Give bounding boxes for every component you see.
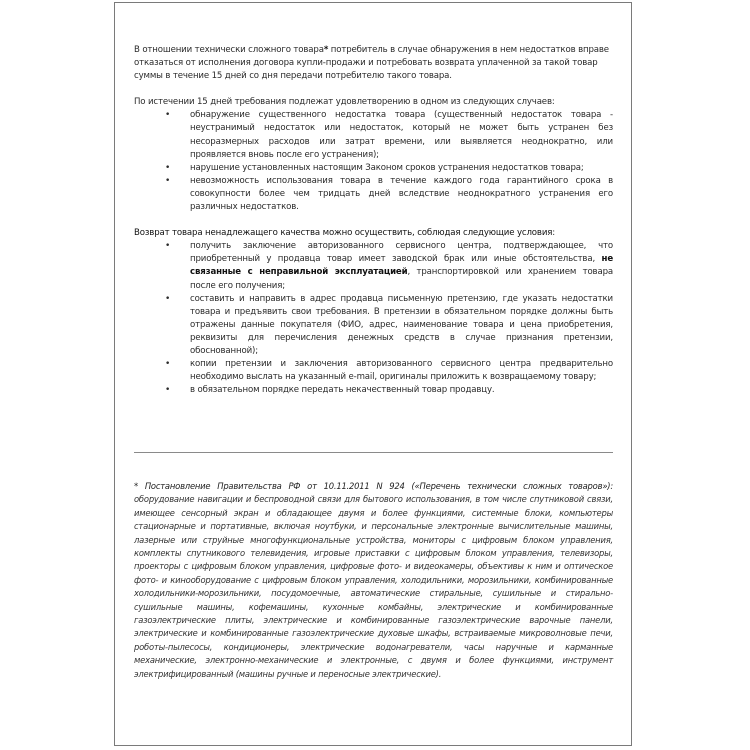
list-item	[134, 162, 613, 175]
list-item-emphasis: не связанные с неправильной эксплуатацией	[190, 254, 613, 278]
footnote	[134, 480, 613, 681]
list-item-text-end: , транспортировкой или хранением товара после его получения;	[190, 267, 614, 291]
bullet-icon: •	[165, 241, 171, 252]
bullet-icon: •	[165, 110, 171, 121]
section1-heading: По истечении 15 дней требования подлежат удовлетворению в одном из следующих случаев:	[134, 97, 555, 108]
section2-list	[134, 240, 613, 397]
list-item-text: копии претензии и заключения авторизованного сервисного центра предварительно необходимо выслать на указанный e-mail, оригиналы приложить к возвращаемому товару;	[190, 359, 613, 383]
intro-paragraph	[134, 44, 613, 83]
list-item	[134, 240, 613, 292]
footnote-marker: *	[134, 481, 145, 491]
list-item-text: обнаружение существенного недостатка товара (существенный недостаток товара - неустранимый недостаток или недостаток, который не может быть устранен без несоразмерных расходов или затрат времени, или выявляется неоднократно, или проявляется вновь после его устранения);	[190, 110, 613, 160]
list-item-text: получить заключение авторизованного сервисного центра, подтверждающее, что приобретенный у продавца товар имеет заводской брак или иные обстоятельства,	[190, 241, 613, 265]
footnote-heading: Постановление Правительства РФ от 10.11.2011 N 924 («Перечень технически сложных товаров»):	[144, 481, 613, 491]
bullet-icon: •	[165, 162, 171, 173]
bullet-icon: •	[165, 175, 171, 186]
footnote-body: оборудование навигации и беспроводной связи для бытового использования, в том числе спутниковой связи, имеющее сенсорный экран и обладающее двумя и более функциями, системные блоки, компьютеры стационарные и портативные, включая ноутбуки, и персональные электронные вычислительные машины, лазерные или струйные многофункциональные устройства, мониторы с цифровым блоком управления, комплекты спутникового телевидения, игровые приставки с цифровым блоком управления, телевизоры, проекторы с цифровым блоком управления, цифровые фото- и видеокамеры, объективы к ним и оптическое фото- и кинооборудование с цифровым блоком управления, холодильники, морозильники, комбинированные холодильники-морозильники, посудомоечные, автоматические стиральные, сушильные и стирально-сушильные машины, кофемашины, кухонные комбайны, электрические и комбинированные газоэлектрические плиты, электрические и комбинированные газоэлектрические варочные панели, электрические и комбинированные газоэлектрические духовые шкафы, встраиваемые микроволновые печи, роботы-пылесосы, кондиционеры, электрические водонагреватели, часы наручные и карманные механические, электронно-механические и электронные, с двумя и более функциями, инструмент электрифицированный (машины ручные и переносные электрические).	[134, 494, 613, 679]
document-body	[134, 44, 613, 397]
intro-text-end: потребитель в случае обнаружения в нем недостатков вправе отказаться от исполнения договора купли-продажи и потребовать возврата уплаченной за такой товар суммы в течение 15 дней со дня передачи потребителю такого товара.	[134, 45, 609, 82]
bullet-icon: •	[165, 385, 171, 396]
section-divider	[134, 452, 613, 453]
section2-heading-bold: Возврат товара ненадлежащего качества можно осуществить, соблюдая следующие условия	[134, 228, 553, 239]
list-item-text: невозможность использования товара в течение каждого года гарантийного срока в совокупности более чем тридцать дней вследствие неоднократного устранения его различных недостатков.	[190, 175, 613, 213]
section2-heading-colon: :	[552, 228, 556, 239]
list-item-text: составить и направить в адрес продавца письменную претензию, где указать недостатки товара и предъявить свои требования. В претензии в обязательном порядке должны быть отражены данные покупателя (ФИО, адрес, наименование товара и цена приобретения, реквизиты для перечисления денежных средств в случае признания претензии, обоснованной);	[190, 293, 613, 356]
list-item-text: нарушение установленных настоящим Законом сроков устранения недостатков товара;	[190, 162, 584, 173]
bullet-icon: •	[165, 359, 171, 370]
list-item	[134, 175, 613, 214]
intro-text-start: В отношении технически сложного товара	[134, 45, 324, 55]
section2-heading	[134, 227, 613, 240]
document-page	[114, 2, 632, 746]
list-item	[134, 384, 613, 397]
list-item-text: в обязательном порядке передать некачественный товар продавцу.	[190, 385, 495, 396]
footnote-asterisk: *	[323, 45, 329, 55]
list-item	[134, 109, 613, 161]
bullet-icon: •	[165, 293, 171, 304]
list-item	[134, 293, 613, 358]
section1-list	[134, 109, 613, 214]
list-item	[134, 358, 613, 384]
